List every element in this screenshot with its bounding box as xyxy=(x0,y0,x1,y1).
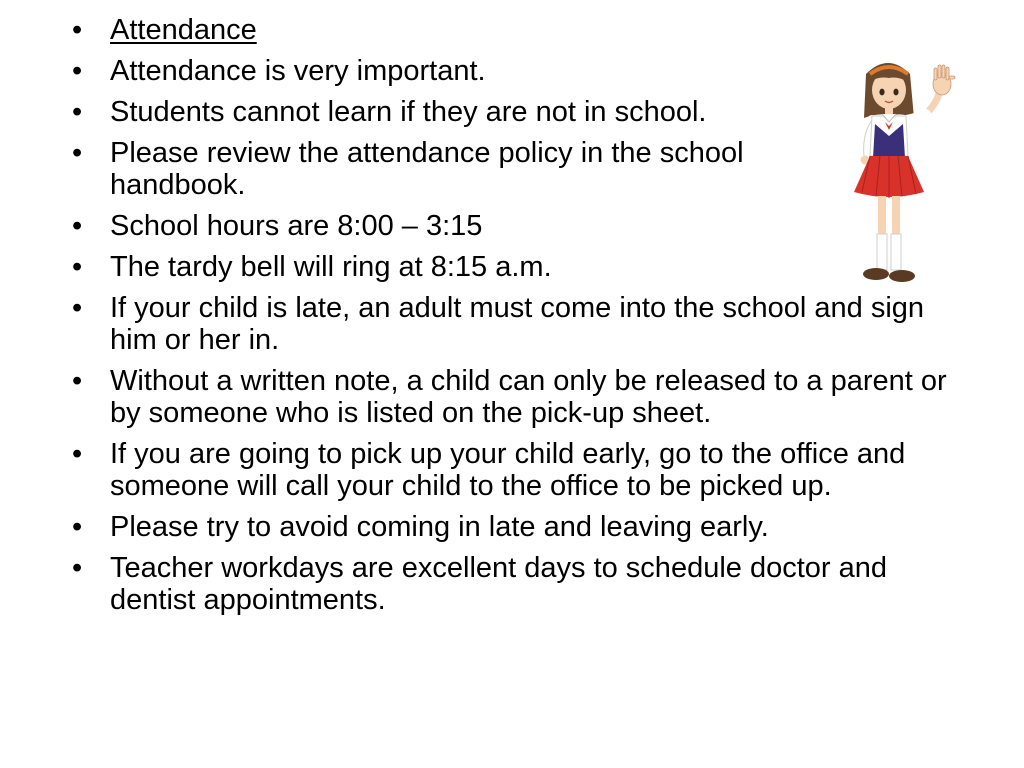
bullet-text: School hours are 8:00 – 3:15 xyxy=(110,210,483,242)
bullet-text: Without a written note, a child can only be released to a parent or by someone who is listed on the pick-up sheet. xyxy=(110,365,947,429)
bullet-item xyxy=(72,438,972,502)
attendance-bullet-list xyxy=(72,14,972,625)
bullet-item xyxy=(72,365,972,429)
bullet-icon: • xyxy=(72,137,83,169)
bullet-icon: • xyxy=(72,292,83,324)
bullet-text: Please try to avoid coming in late and leaving early. xyxy=(110,511,769,543)
bullet-item xyxy=(72,251,972,283)
bullet-text: Teacher workdays are excellent days to schedule doctor and dentist appointments. xyxy=(110,552,887,616)
bullet-icon: • xyxy=(72,251,83,283)
bullet-item-heading xyxy=(72,14,972,46)
bullet-icon: • xyxy=(72,96,83,128)
bullet-item xyxy=(72,210,972,242)
bullet-text: Students cannot learn if they are not in school. xyxy=(110,96,707,128)
bullet-text: Please review the attendance policy in the school handbook. xyxy=(110,137,744,201)
bullet-text: If your child is late, an adult must come into the school and sign him or her in. xyxy=(110,292,925,356)
bullet-text: The tardy bell will ring at 8:15 a.m. xyxy=(110,251,552,283)
bullet-item xyxy=(72,96,972,128)
bullet-item xyxy=(72,552,972,616)
bullet-item xyxy=(72,511,972,543)
bullet-icon: • xyxy=(72,14,83,46)
bullet-icon: • xyxy=(72,552,83,584)
bullet-icon: • xyxy=(72,511,83,543)
bullet-icon: • xyxy=(72,55,83,87)
bullet-icon: • xyxy=(72,438,83,470)
schoolgirl-waving-icon xyxy=(848,56,958,294)
bullet-icon: • xyxy=(72,210,83,242)
bullet-item xyxy=(72,137,972,201)
bullet-item xyxy=(72,55,972,87)
section-heading: Attendance xyxy=(110,14,257,46)
bullet-icon: • xyxy=(72,365,83,397)
bullet-item xyxy=(72,292,972,356)
bullet-text: If you are going to pick up your child early, go to the office and someone will call your child to the office to be picked up. xyxy=(110,438,906,502)
bullet-text: Attendance is very important. xyxy=(110,55,486,87)
